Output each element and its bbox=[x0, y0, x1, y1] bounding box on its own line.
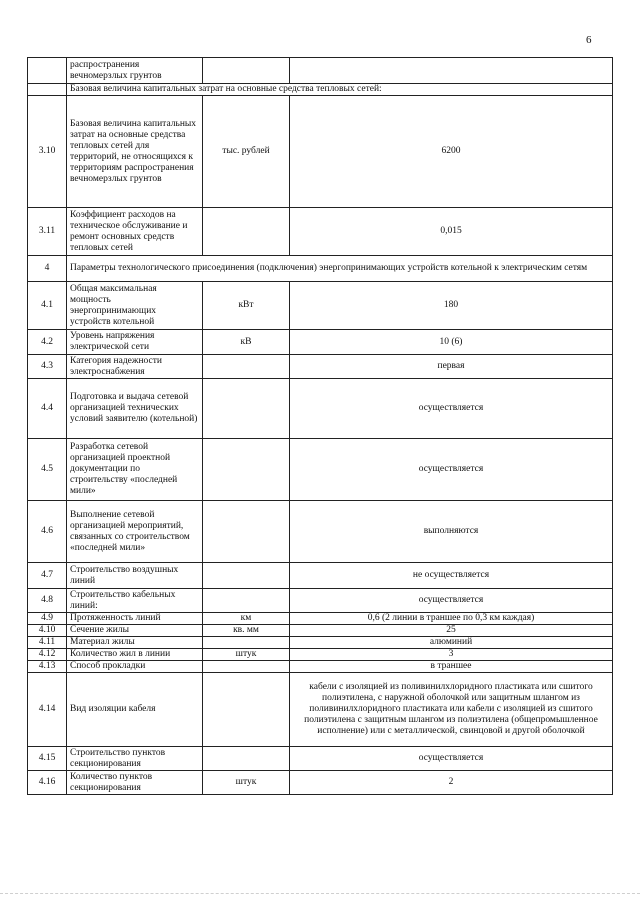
parameters-table bbox=[27, 57, 613, 795]
value-cell: выполняются bbox=[290, 501, 613, 563]
table-row bbox=[28, 58, 613, 84]
row-number: 4.10 bbox=[28, 625, 67, 637]
row-number bbox=[28, 58, 67, 84]
parameter-name: Протяженность линий bbox=[67, 613, 203, 625]
unit-cell: тыс. рублей bbox=[203, 96, 290, 208]
parameter-name: Строительство кабельных линий: bbox=[67, 589, 203, 613]
value-cell: кабели с изоляцией из поливинилхлоридного пластиката или сшитого полиэтилена, с наружной оболочкой или защитным шлангом из поливинилхлоридного пластиката или кабели с изоляцией из сшитого полиэтилена с защитным шлангом из полиэтилена (общепромышленное исполнение) или с металлической, свинцовой и другой оболочкой bbox=[290, 673, 613, 747]
parameter-name: Уровень напряжения электрической сети bbox=[67, 330, 203, 355]
section-heading: Базовая величина капитальных затрат на основные средства тепловых сетей: bbox=[67, 84, 613, 96]
parameter-name: Подготовка и выдача сетевой организацией технических условий заявителю (котельной) bbox=[67, 379, 203, 439]
row-number: 3.11 bbox=[28, 208, 67, 256]
row-number: 4.8 bbox=[28, 589, 67, 613]
unit-cell bbox=[203, 439, 290, 501]
table-row bbox=[28, 613, 613, 625]
parameter-name: Выполнение сетевой организацией мероприятий, связанных со строительством «последней мили» bbox=[67, 501, 203, 563]
unit-cell: кв. мм bbox=[203, 625, 290, 637]
table-row bbox=[28, 661, 613, 673]
value-cell: не осуществляется bbox=[290, 563, 613, 589]
table-row bbox=[28, 589, 613, 613]
table-row bbox=[28, 649, 613, 661]
unit-cell: кВт bbox=[203, 282, 290, 330]
table-row bbox=[28, 637, 613, 649]
table-row bbox=[28, 330, 613, 355]
table-row bbox=[28, 84, 613, 96]
parameter-name: Способ прокладки bbox=[67, 661, 203, 673]
table-row bbox=[28, 563, 613, 589]
table-row bbox=[28, 355, 613, 379]
row-number: 4.3 bbox=[28, 355, 67, 379]
row-number: 4.15 bbox=[28, 747, 67, 771]
parameter-name: Общая максимальная мощность энергопринимающих устройств котельной bbox=[67, 282, 203, 330]
row-number: 3.10 bbox=[28, 96, 67, 208]
parameter-name: Коэффициент расходов на техническое обслуживание и ремонт основных средств тепловых сетей bbox=[67, 208, 203, 256]
unit-cell bbox=[203, 673, 290, 747]
parameter-name: Строительство воздушных линий bbox=[67, 563, 203, 589]
table-row bbox=[28, 673, 613, 747]
row-number: 4.4 bbox=[28, 379, 67, 439]
parameter-name: Вид изоляции кабеля bbox=[67, 673, 203, 747]
row-number: 4.14 bbox=[28, 673, 67, 747]
value-cell: осуществляется bbox=[290, 589, 613, 613]
table-row bbox=[28, 625, 613, 637]
unit-cell bbox=[203, 58, 290, 84]
unit-cell: кВ bbox=[203, 330, 290, 355]
value-cell: осуществляется bbox=[290, 439, 613, 501]
table-row bbox=[28, 439, 613, 501]
table-row bbox=[28, 747, 613, 771]
unit-cell: штук bbox=[203, 771, 290, 795]
table-row bbox=[28, 96, 613, 208]
parameter-name: Разработка сетевой организацией проектной документации по строительству «последней мили» bbox=[67, 439, 203, 501]
row-number bbox=[28, 84, 67, 96]
page-number: 6 bbox=[586, 34, 592, 46]
unit-cell bbox=[203, 501, 290, 563]
value-cell: 180 bbox=[290, 282, 613, 330]
parameter-name: Строительство пунктов секционирования bbox=[67, 747, 203, 771]
table-row bbox=[28, 379, 613, 439]
unit-cell bbox=[203, 589, 290, 613]
parameter-name: Количество пунктов секционирования bbox=[67, 771, 203, 795]
parameter-name: распространения вечномерзлых грунтов bbox=[67, 58, 203, 84]
row-number: 4.12 bbox=[28, 649, 67, 661]
value-cell: осуществляется bbox=[290, 379, 613, 439]
row-number: 4.5 bbox=[28, 439, 67, 501]
value-cell: 0,6 (2 линии в траншее по 0,3 км каждая) bbox=[290, 613, 613, 625]
unit-cell: штук bbox=[203, 649, 290, 661]
row-number: 4.11 bbox=[28, 637, 67, 649]
value-cell: 10 (6) bbox=[290, 330, 613, 355]
row-number: 4.9 bbox=[28, 613, 67, 625]
value-cell: первая bbox=[290, 355, 613, 379]
row-number: 4 bbox=[28, 256, 67, 282]
unit-cell bbox=[203, 747, 290, 771]
value-cell bbox=[290, 58, 613, 84]
parameter-name: Материал жилы bbox=[67, 637, 203, 649]
row-number: 4.2 bbox=[28, 330, 67, 355]
value-cell: 2 bbox=[290, 771, 613, 795]
value-cell: 0,015 bbox=[290, 208, 613, 256]
row-number: 4.13 bbox=[28, 661, 67, 673]
scan-divider bbox=[0, 893, 640, 894]
value-cell: алюминий bbox=[290, 637, 613, 649]
table-row bbox=[28, 771, 613, 795]
section-heading: Параметры технологического присоединения (подключения) энергопринимающих устройств котельной к электрическим сетям bbox=[67, 256, 613, 282]
parameter-name: Сечение жилы bbox=[67, 625, 203, 637]
unit-cell bbox=[203, 208, 290, 256]
unit-cell: км bbox=[203, 613, 290, 625]
parameter-name: Категория надежности электроснабжения bbox=[67, 355, 203, 379]
table-row bbox=[28, 282, 613, 330]
value-cell: 3 bbox=[290, 649, 613, 661]
unit-cell bbox=[203, 563, 290, 589]
value-cell: 6200 bbox=[290, 96, 613, 208]
unit-cell bbox=[203, 661, 290, 673]
row-number: 4.7 bbox=[28, 563, 67, 589]
unit-cell bbox=[203, 637, 290, 649]
row-number: 4.1 bbox=[28, 282, 67, 330]
parameter-name: Базовая величина капитальных затрат на основные средства тепловых сетей для территорий, не относящихся к территориям распространения вечномерзлых грунтов bbox=[67, 96, 203, 208]
value-cell: осуществляется bbox=[290, 747, 613, 771]
table-row bbox=[28, 501, 613, 563]
unit-cell bbox=[203, 379, 290, 439]
row-number: 4.16 bbox=[28, 771, 67, 795]
parameter-name: Количество жил в линии bbox=[67, 649, 203, 661]
value-cell: в траншее bbox=[290, 661, 613, 673]
value-cell: 25 bbox=[290, 625, 613, 637]
table-row bbox=[28, 256, 613, 282]
table-row bbox=[28, 208, 613, 256]
unit-cell bbox=[203, 355, 290, 379]
row-number: 4.6 bbox=[28, 501, 67, 563]
